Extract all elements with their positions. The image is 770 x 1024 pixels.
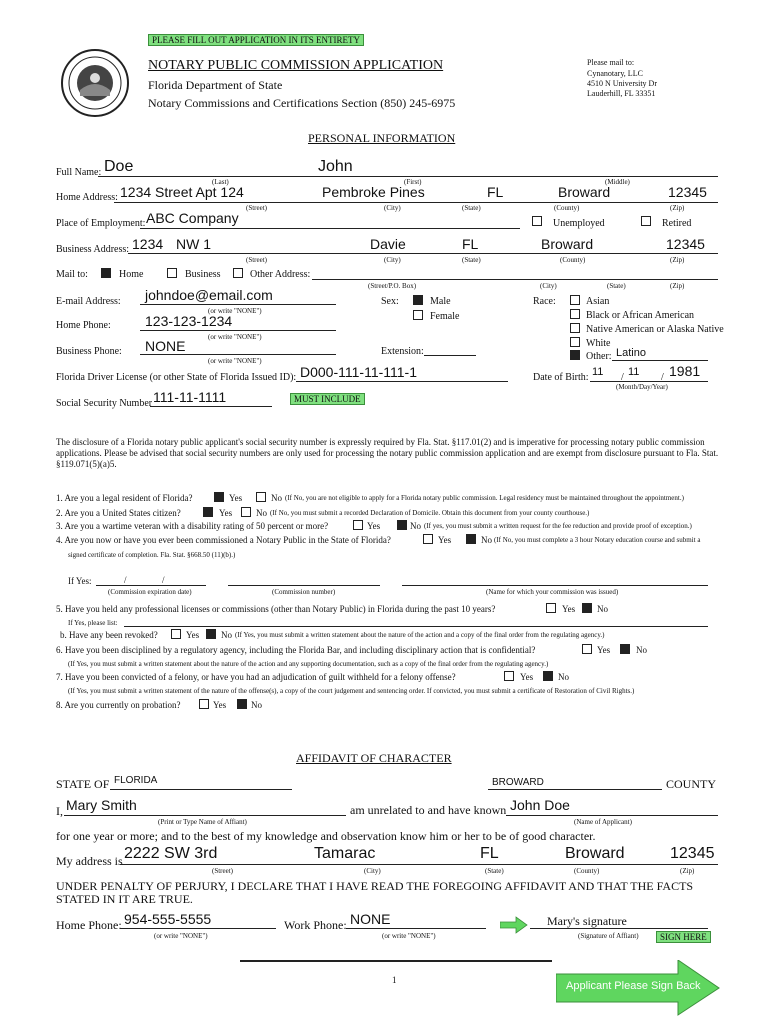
race-black-label: Black or African American [586, 310, 695, 321]
qb-yes-checkbox[interactable] [171, 629, 181, 639]
caption-exp-date: (Commission expiration date) [108, 588, 192, 596]
email-field[interactable]: johndoe@email.com [145, 287, 273, 303]
affiant-zip-field[interactable]: 12345 [670, 845, 715, 862]
q2-note: (If No, you must submit a recorded Declaration of Domicile. Obtain this document from your county courthouse.) [270, 509, 590, 517]
affiant-state-field[interactable]: FL [480, 845, 499, 862]
business-number-field[interactable]: 1234 [132, 236, 164, 252]
caption-county: (County) [560, 256, 586, 264]
unrelated-text: am unrelated to and have known [350, 803, 507, 817]
mail-street: 4510 N University Dr [587, 79, 657, 88]
character-statement: for one year or more; and to the best of my knowledge and observation know him or her to be of good character. [56, 829, 596, 843]
caption-state: (State) [462, 256, 481, 264]
business-address-label: Business Address: [56, 244, 130, 255]
female-label: Female [430, 311, 460, 322]
dl-field[interactable]: D000-111-11-111-1 [300, 364, 417, 380]
dl-label: Florida Driver License (or other State of Florida Issued ID): [56, 372, 297, 383]
caption-or-none: (or write "NONE") [382, 932, 436, 940]
question-b: b. Have any been revoked? [60, 630, 158, 640]
q2-yes-checkbox[interactable] [203, 507, 213, 517]
q1-yes-label: Yes [229, 493, 243, 503]
caption-or-none: (or write "NONE") [208, 307, 262, 315]
question-5: 5. Have you held any professional licenses or commissions (other than Notary Public) in Florida during the past 10 years? [56, 604, 496, 614]
employment-field[interactable]: ABC Company [146, 210, 239, 226]
affiant-work-phone-field[interactable]: NONE [350, 911, 391, 927]
section-contact: Notary Commissions and Certifications Section (850) 245-6975 [148, 96, 456, 110]
q3-note: (If yes, you must submit a written request for the fee reduction and provide proof of exception.) [424, 522, 692, 530]
caption-street: (Street) [246, 256, 267, 264]
page-title: NOTARY PUBLIC COMMISSION APPLICATION [148, 58, 444, 73]
retired-label: Retired [662, 218, 692, 229]
affiant-street-field[interactable]: 2222 SW 3rd [124, 845, 218, 862]
q4-no-label: No [481, 535, 492, 545]
retired-checkbox[interactable] [641, 216, 651, 226]
home-county-field[interactable]: Broward [558, 184, 611, 200]
business-phone-label: Business Phone: [56, 346, 122, 357]
q5-yes-label: Yes [562, 604, 576, 614]
caption-state: (State) [607, 282, 626, 290]
caption-zip: (Zip) [670, 282, 685, 290]
home-city-field[interactable]: Pembroke Pines [322, 184, 425, 200]
caption-city: (City) [384, 256, 401, 264]
business-zip-field[interactable]: 12345 [666, 236, 705, 252]
male-label: Male [430, 296, 451, 307]
state-field[interactable]: FLORIDA [114, 775, 158, 786]
q8-yes-label: Yes [213, 700, 227, 710]
q4-no-checkbox[interactable] [466, 534, 476, 544]
q3-no-label: No [410, 521, 421, 531]
business-state-field[interactable]: FL [462, 236, 479, 252]
email-label: E-mail Address: [56, 296, 121, 307]
affiant-county-field[interactable]: Broward [565, 845, 625, 862]
ssn-field[interactable]: 111-11-1111 [153, 389, 227, 405]
q2-yes-label: Yes [219, 508, 233, 518]
mail-business-checkbox[interactable] [167, 268, 177, 278]
county-label: COUNTY [666, 777, 716, 791]
caption-or-none: (or write "NONE") [208, 333, 262, 341]
mail-other-checkbox[interactable] [233, 268, 243, 278]
race-black-checkbox[interactable] [570, 309, 580, 319]
mail-home-label: Home [119, 269, 144, 280]
home-zip-field[interactable]: 12345 [668, 184, 707, 200]
sign-back-text: Applicant Please Sign Back [566, 980, 701, 992]
mail-name: Cynanotary, LLC [587, 69, 643, 78]
caption-middle: (Middle) [605, 178, 630, 186]
dob-year-field[interactable]: 1981 [669, 363, 701, 379]
q7-no-checkbox[interactable] [543, 671, 553, 681]
business-city-field[interactable]: Davie [370, 236, 406, 252]
home-address-label: Home Address: [56, 192, 118, 203]
caption-state: (State) [485, 867, 504, 875]
q2-no-label: No [256, 508, 267, 518]
affiant-signature-field[interactable]: Mary's signature [547, 914, 627, 928]
affiant-home-phone-field[interactable]: 954-555-5555 [124, 911, 212, 927]
affidavit-heading: AFFIDAVIT OF CHARACTER [296, 751, 452, 765]
race-label: Race: [533, 296, 556, 307]
affiant-name-field[interactable]: Mary Smith [66, 797, 137, 813]
question-7: 7. Have you been convicted of a felony, or have you had an adjudication of guilt withheld for a felony offense? [56, 672, 456, 682]
caption-or-none: (or write "NONE") [154, 932, 208, 940]
q8-no-checkbox[interactable] [237, 699, 247, 709]
unemployed-checkbox[interactable] [532, 216, 542, 226]
first-name-field[interactable]: John [318, 158, 353, 175]
personal-heading: PERSONAL INFORMATION [308, 131, 456, 145]
home-street-field[interactable]: 1234 Street Apt 124 [120, 184, 244, 200]
sex-label: Sex: [381, 296, 399, 307]
ssn-disclosure: The disclosure of a Florida notary public applicant's social security number is expressly required by Fla. Stat. §117.01(2) and is imperative for processing notary public commission applications. Please be advised that social security numbers are only used for processing the notary public commission application and are exempt from disclosure pursuant to Fla. Stat. §119.071(5)(a)5. [56, 437, 719, 469]
mail-label: Please mail to: [587, 58, 635, 67]
question-4: 4. Are you now or have you ever been commissioned a Notary Public in the State of Florida? [56, 535, 391, 545]
q7-yes-label: Yes [520, 672, 534, 682]
unemployed-label: Unemployed [553, 218, 605, 229]
mail-home-checkbox[interactable] [101, 268, 111, 278]
q6-no-label: No [636, 645, 647, 655]
caption-signature: (Signature of Affiant) [578, 932, 639, 940]
sign-back-arrow [556, 960, 720, 1016]
mail-business-label: Business [185, 269, 221, 280]
caption-comm-number: (Commission number) [272, 588, 336, 596]
q6-note: (If Yes, you must submit a written statement about the nature of the action and any supporting documentation, such as a copy of the final order from the regulating agency.) [68, 660, 549, 668]
q6-no-checkbox[interactable] [620, 644, 630, 654]
mail-other-label: Other Address: [250, 269, 311, 280]
q7-no-label: No [558, 672, 569, 682]
page-number: 1 [392, 975, 397, 985]
q8-no-label: No [251, 700, 262, 710]
caption-county: (County) [574, 867, 600, 875]
race-asian-label: Asian [586, 296, 610, 307]
affiant-home-phone-label: Home Phone: [56, 918, 122, 932]
affiant-work-phone-label: Work Phone: [284, 918, 347, 932]
qb-no-label: No [221, 630, 232, 640]
ssn-label: Social Security Number [56, 398, 153, 409]
department: Florida Department of State [148, 78, 283, 92]
county-field[interactable]: BROWARD [492, 777, 544, 788]
race-native-checkbox[interactable] [570, 323, 580, 333]
arrow-right-icon [500, 916, 528, 934]
business-county-field[interactable]: Broward [541, 236, 594, 252]
business-phone-field[interactable]: NONE [145, 338, 186, 354]
home-phone-field[interactable]: 123-123-1234 [145, 313, 233, 329]
caption-city: (City) [384, 204, 401, 212]
q1-note: (If No, you are not eligible to apply for a Florida notary public commission. Legal residency must be maintained throughout the appointment.) [285, 494, 684, 502]
mail-to-label: Mail to: [56, 269, 88, 280]
question-2: 2. Are you a United States citizen? [56, 508, 181, 518]
caption-first: (First) [404, 178, 422, 186]
caption-state: (State) [462, 204, 481, 212]
female-checkbox[interactable] [413, 310, 423, 320]
q5-no-checkbox[interactable] [582, 603, 592, 613]
caption-zip: (Zip) [680, 867, 695, 875]
caption-street: (Street) [246, 204, 267, 212]
dob-month-field[interactable]: 11 [592, 366, 604, 378]
question-1: 1. Are you a legal resident of Florida? [56, 493, 193, 503]
must-include-badge: MUST INCLUDE [290, 393, 365, 405]
employment-label: Place of Employment: [56, 218, 146, 229]
q6-yes-label: Yes [597, 645, 611, 655]
q4-note: (If No, you must complete a 3 hour Notary education course and submit a [494, 536, 701, 544]
race-other-field[interactable]: Latino [616, 347, 646, 359]
business-street-field[interactable]: NW 1 [176, 236, 211, 252]
fill-out-banner: PLEASE FILL OUT APPLICATION IN ITS ENTIRETY [148, 34, 364, 46]
dob-day-field[interactable]: 11 [628, 366, 640, 378]
caption-dob: (Month/Day/Year) [616, 383, 668, 391]
q7-yes-checkbox[interactable] [504, 671, 514, 681]
q3-yes-label: Yes [367, 521, 381, 531]
if-yes-list-label: If Yes, please list: [68, 619, 118, 627]
caption-affiant: (Print or Type Name of Affiant) [158, 818, 247, 826]
q3-no-checkbox[interactable] [397, 520, 407, 530]
caption-city: (City) [364, 867, 381, 875]
q5-no-label: No [597, 604, 608, 614]
mail-city: Lauderhill, FL 33351 [587, 89, 656, 98]
if-yes-label: If Yes: [68, 576, 92, 586]
q4-note-cont: signed certificate of completion. Fla. Stat. §668.50 (11)(b).) [68, 551, 236, 559]
q6-yes-checkbox[interactable] [582, 644, 592, 654]
caption-city: (City) [540, 282, 557, 290]
race-asian-checkbox[interactable] [570, 295, 580, 305]
race-native-label: Native American or Alaska Native [586, 324, 724, 335]
extension-label: Extension: [381, 346, 424, 357]
caption-zip: (Zip) [670, 256, 685, 264]
q1-no-checkbox[interactable] [256, 492, 266, 502]
state-of-label: STATE OF [56, 777, 110, 791]
caption-zip: (Zip) [670, 204, 685, 212]
applicant-name-field[interactable]: John Doe [510, 797, 570, 813]
home-state-field[interactable]: FL [487, 184, 504, 200]
q5-yes-checkbox[interactable] [546, 603, 556, 613]
caption-county: (County) [554, 204, 580, 212]
qb-yes-label: Yes [186, 630, 200, 640]
caption-applicant: (Name of Applicant) [574, 818, 632, 826]
caption-street-po: (Street/P.O. Box) [368, 282, 417, 290]
last-name-field[interactable]: Doe [104, 158, 134, 175]
caption-or-none: (or write "NONE") [208, 357, 262, 365]
race-other-checkbox[interactable] [570, 350, 580, 360]
i-label: I, [56, 804, 63, 818]
question-8: 8. Are you currently on probation? [56, 700, 181, 710]
q3-yes-checkbox[interactable] [353, 520, 363, 530]
race-white-checkbox[interactable] [570, 337, 580, 347]
address-label: My address is [56, 854, 123, 868]
caption-street: (Street) [212, 867, 233, 875]
sign-here-badge: SIGN HERE [656, 931, 711, 943]
perjury-statement: UNDER PENALTY OF PERJURY, I DECLARE THAT I HAVE READ THE FOREGOING AFFIDAVIT AND THAT THE FACTS STATED IN IT ARE TRUE. [56, 879, 694, 906]
caption-last: (Last) [212, 178, 229, 186]
q1-no-label: No [271, 493, 282, 503]
affiant-city-field[interactable]: Tamarac [314, 845, 376, 862]
qb-note: (If Yes, you must submit a written statement about the nature of the action and a copy of the final order from the regulating agency.) [235, 631, 605, 639]
caption-name-issued: (Name for which your commission was issued) [486, 588, 619, 596]
q4-yes-checkbox[interactable] [423, 534, 433, 544]
qb-no-checkbox[interactable] [206, 629, 216, 639]
male-checkbox[interactable] [413, 295, 423, 305]
question-3: 3. Are you a wartime veteran with a disability rating of 50 percent or more? [56, 521, 329, 531]
full-name-label: Full Name: [56, 167, 102, 178]
q2-no-checkbox[interactable] [241, 507, 251, 517]
q8-yes-checkbox[interactable] [199, 699, 209, 709]
q4-yes-label: Yes [438, 535, 452, 545]
q1-yes-checkbox[interactable] [214, 492, 224, 502]
home-phone-label: Home Phone: [56, 320, 111, 331]
question-6: 6. Have you been disciplined by a regulatory agency, including the Florida Bar, and including disciplinary action that is confidential? [56, 645, 536, 655]
dob-label: Date of Birth: [533, 372, 589, 383]
race-other-label: Other: [586, 351, 612, 362]
race-white-label: White [586, 338, 611, 349]
q7-note: (If Yes, you must submit a written statement of the nature of the offense(s), a copy of the court judgement and sentencing order. If convicted, you must submit a certificate of Restoration of Civil Rights.) [68, 687, 635, 695]
florida-seal-icon [60, 48, 130, 118]
